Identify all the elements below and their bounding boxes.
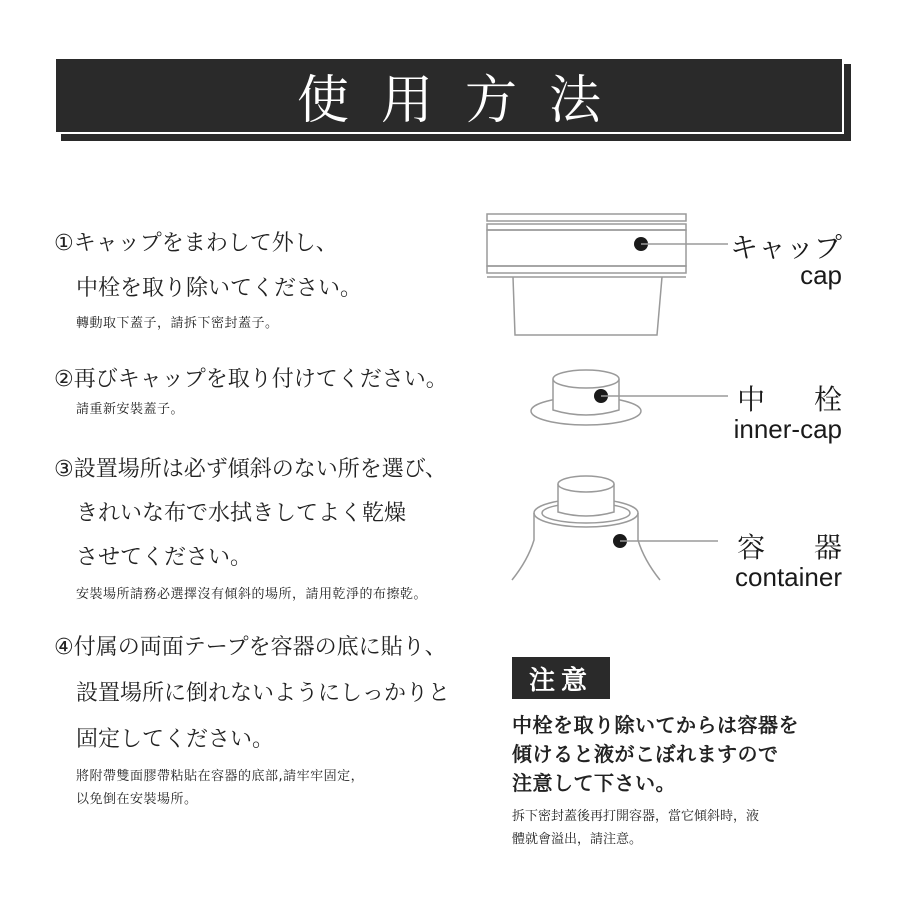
step-4-sub-2: 以免倒在安裝場所。 (76, 792, 198, 807)
step-4-line-3: 固定してください。 (76, 727, 275, 752)
step-3-line-2: きれいな布で水拭きしてよく乾燥 (76, 501, 407, 526)
step-3-line-1: ③設置場所は必ず傾斜のない所を選び、 (54, 457, 447, 482)
step-1-line-1: ①キャップをまわして外し、 (54, 231, 338, 256)
notice-badge (512, 657, 610, 699)
step-4-line-2: 設置場所に倒れないようにしっかりと (76, 681, 451, 706)
step-4-sub-1: 將附帶雙面膠帶粘貼在容器的底部,請牢牢固定， (76, 769, 365, 784)
cap-top-band (487, 224, 686, 230)
step-2-sub: 請重新安裝蓋子。 (76, 402, 185, 417)
notice-sub-2: 體就會溢出，請注意。 (512, 832, 643, 847)
notice-sub-1: 拆下密封蓋後再打開容器，當它傾斜時，液 (512, 809, 760, 824)
container-shoulder-left (512, 513, 534, 580)
cap-top-rim (487, 214, 686, 221)
cap-body (487, 230, 686, 266)
page-title: 使用方法 (296, 71, 633, 131)
cap-label-jp: キャップ (729, 231, 842, 264)
container-label-en: container (735, 562, 842, 592)
container-neck (513, 277, 662, 335)
notice-badge-label: 注意 (528, 665, 593, 696)
container-label-jp: 容 器 (737, 531, 862, 564)
step-4-line-1: ④付属の両面テープを容器の底に貼り、 (54, 635, 447, 660)
step-1-sub: 轉動取下蓋子，請拆下密封蓋子。 (76, 316, 279, 331)
step-1-line-2: 中栓を取り除いてください。 (76, 276, 363, 301)
container-shoulder-right (638, 513, 660, 580)
inner-cap-illustration (531, 370, 641, 425)
notice-line-3: 注意して下さい。 (512, 771, 676, 795)
cap-label-en: cap (800, 260, 842, 290)
container-inner-cap-top (558, 476, 614, 492)
notice-line-1: 中栓を取り除いてからは容器を (512, 713, 799, 737)
step-3-sub: 安裝場所請務必選擇沒有傾斜的場所，請用乾淨的布擦乾。 (76, 587, 428, 602)
inner-cap-top (553, 370, 619, 388)
container-illustration (512, 476, 660, 580)
notice-line-2: 傾けると液がこぼれますので (512, 742, 779, 766)
cap-illustration (487, 214, 686, 335)
step-3-line-3: させてください。 (76, 545, 253, 570)
inner-cap-label-jp: 中 栓 (737, 383, 862, 416)
step-2-line-1: ②再びキャップを取り付けてください。 (54, 367, 448, 392)
inner-cap-label-en: inner-cap (733, 414, 842, 444)
cap-bottom-rim (487, 266, 686, 273)
